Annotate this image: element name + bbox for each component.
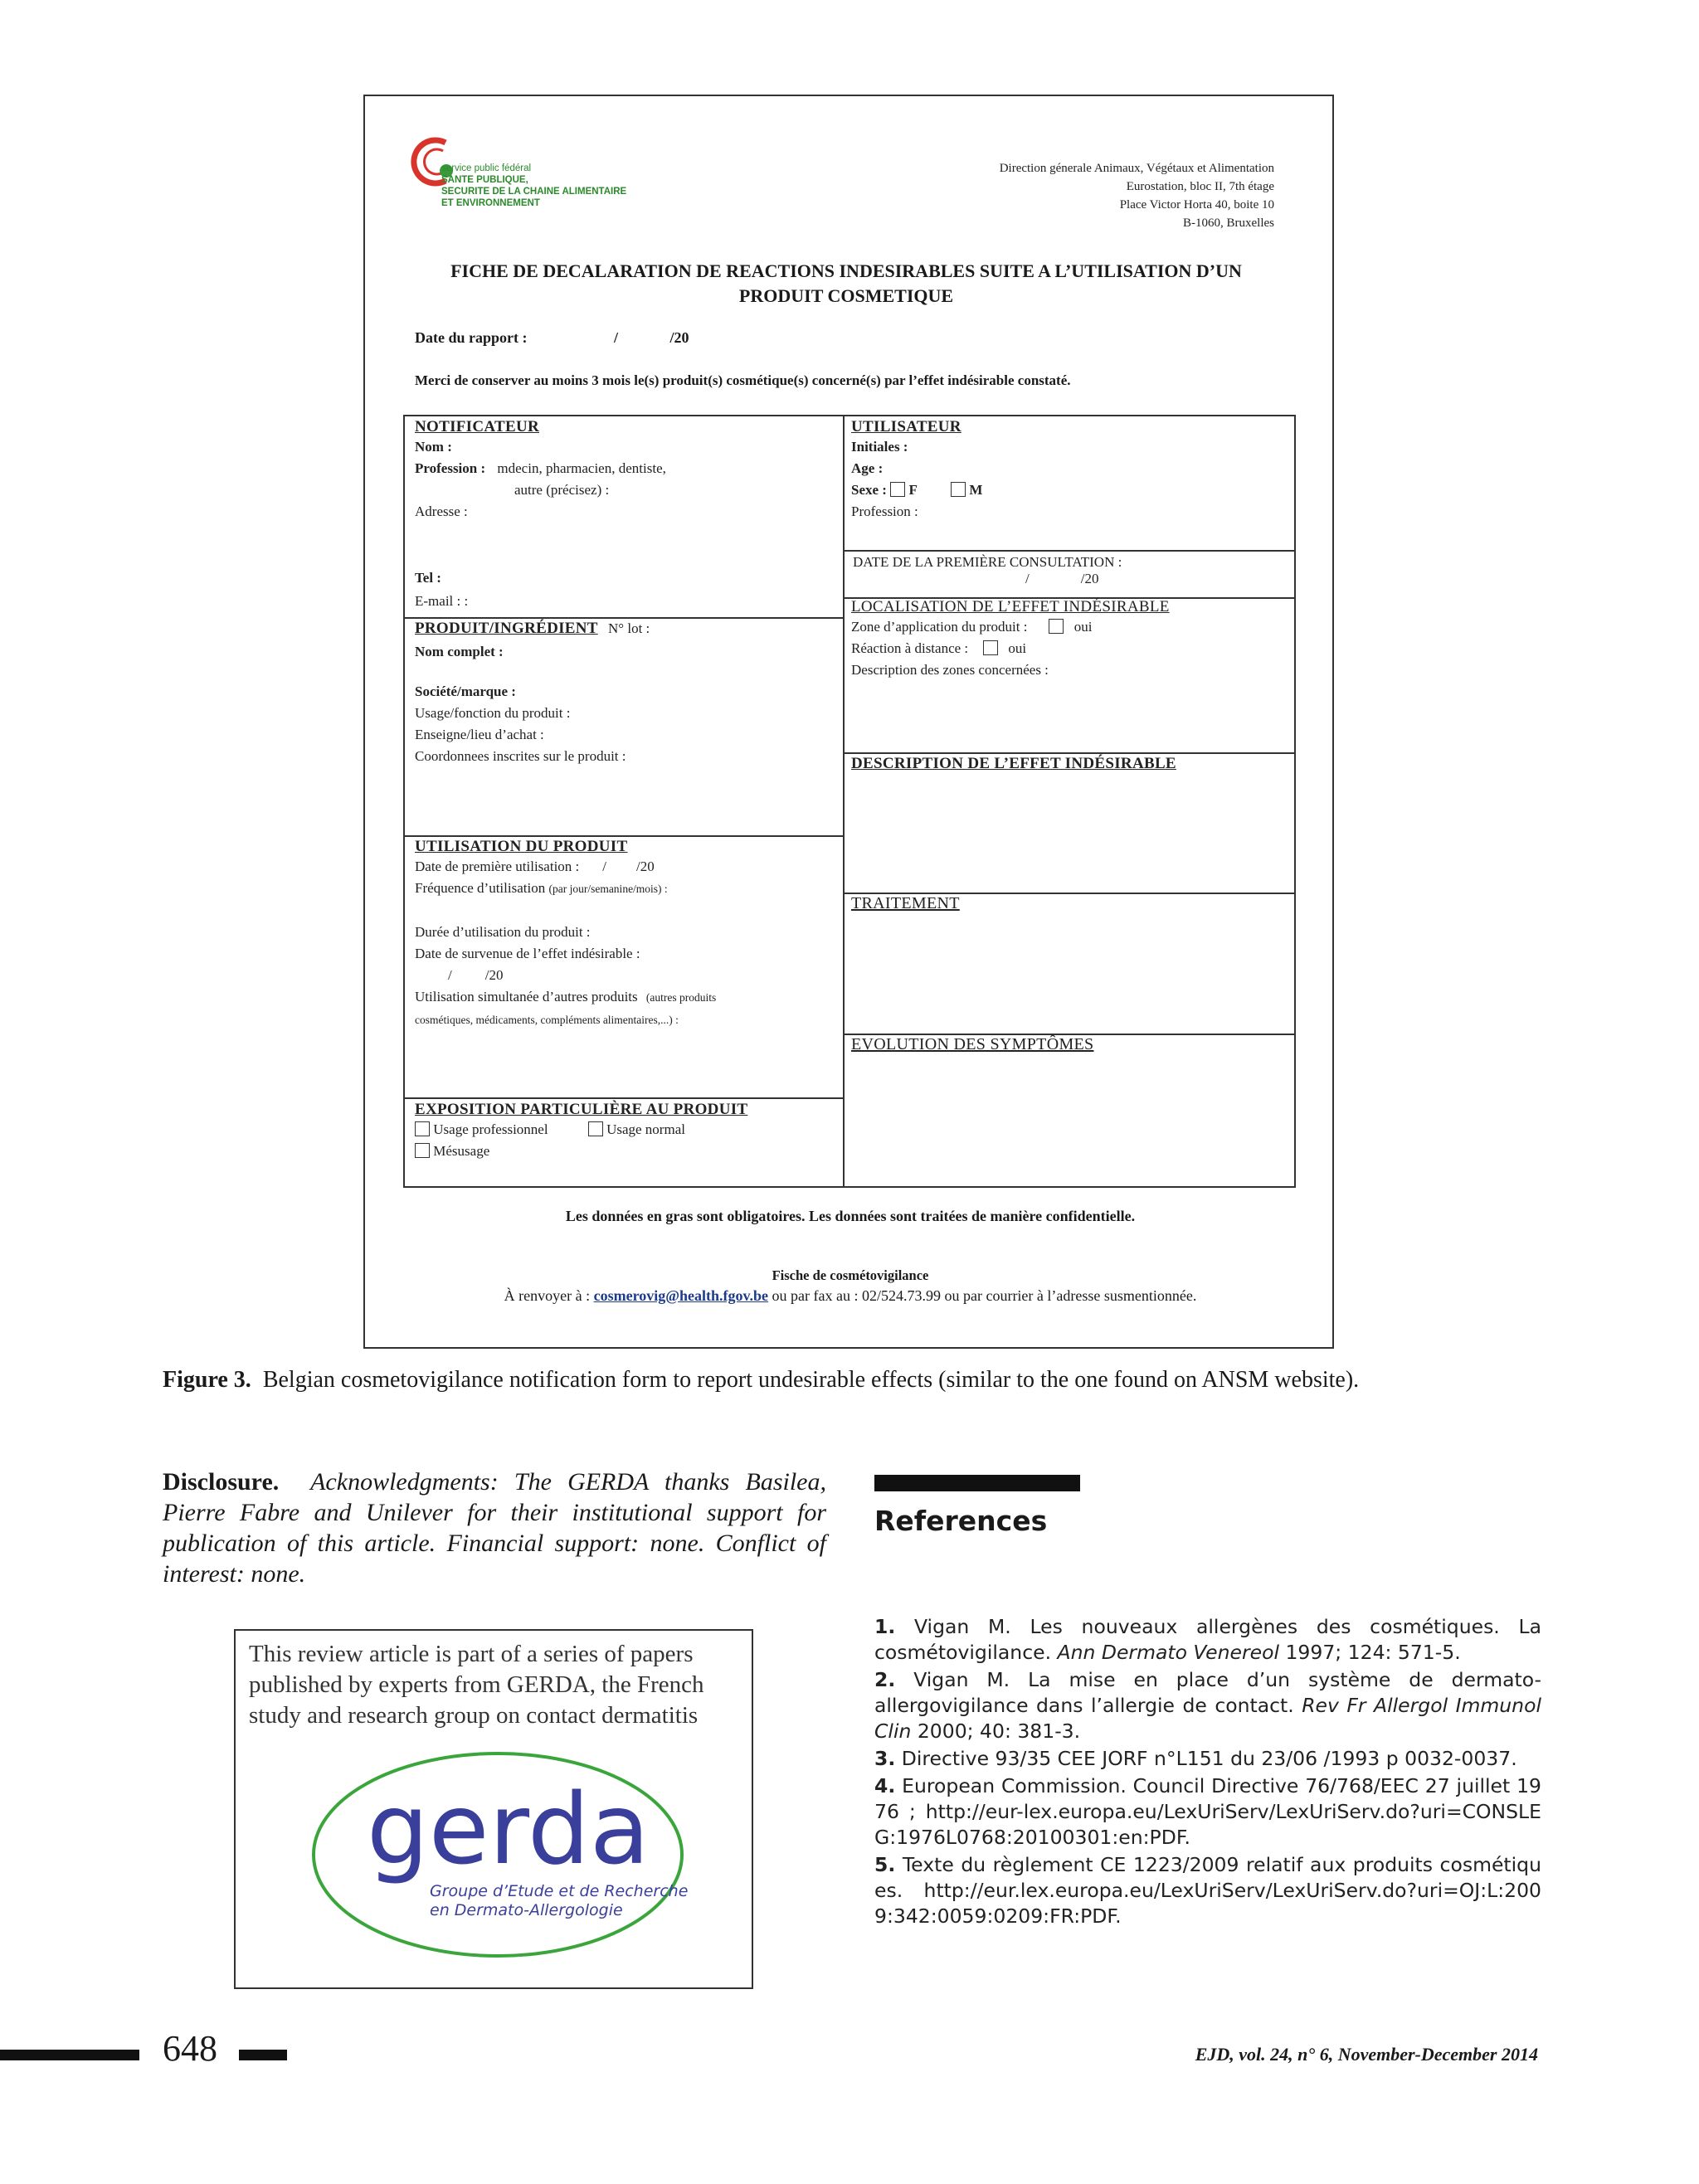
usage-pro-checkbox[interactable]: [415, 1121, 430, 1136]
reaction-oui-checkbox[interactable]: [983, 640, 998, 655]
utilisation-section: UTILISATION DU PRODUIT Date de première utilisation : / /20 Fréquence d’utilisation (par jour/semanine/mois) : Durée d’utilisation du produit : Date de survenue de l’effet indésirable : / /20 Utilisation simultanée d’autres produits (autres produits cosmétiques, médicaments, compléments alimentaires,...) :: [415, 838, 717, 1026]
page-number: 648: [163, 2028, 217, 2069]
mandatory-note: Les données en gras sont obligatoires. Les données sont traitées de manière confidentielle.: [565, 1208, 1136, 1224]
email-link[interactable]: cosmerovig@health.fgov.be: [593, 1287, 769, 1304]
reference-item: 4. European Commission. Council Directive 76/768/EEC 27 juillet 1976 ; http://eur-lex.europa.eu/LexUriServ/LexUriServ.do?uri=CONSLEG:1976L0768:20100301:en:PDF.: [874, 1774, 1541, 1849]
footer-bar-left: [0, 2050, 139, 2060]
usage-normal-checkbox[interactable]: [588, 1121, 603, 1136]
reference-item: 1. Vigan M. Les nouveaux allergènes des cosmétiques. La cosmétovigilance. Ann Dermato Venereol 1997; 124: 571-5.: [874, 1615, 1541, 1664]
localisation-section: LOCALISATION DE L’EFFET INDÉSIRABLE Zone d’application du produit : oui Réaction à distance : oui Description des zones concernées :: [851, 598, 1170, 678]
sexe-f-checkbox[interactable]: [890, 482, 905, 497]
gerda-logo-sub2: en Dermato-Allergologie: [430, 1901, 623, 1919]
notificateur-section: NOTIFICATEUR Nom : Profession : mdecin, pharmacien, dentiste, autre (précisez) : Adresse :: [415, 416, 830, 523]
evolution-section: EVOLUTION DES SYMPTÔMES: [851, 1035, 1094, 1053]
table-divider: [843, 415, 845, 1188]
date-rapport: Date du rapport : / /20: [415, 329, 689, 346]
disclosure: Disclosure. Acknowledgments: The GERDA thanks Basilea, Pierre Fabre and Unilever for their institutional support for publication of this article. Financial support: none. Conflict of interest: none.: [163, 1468, 826, 1588]
exposition-section: EXPOSITION PARTICULIÈRE AU PRODUIT Usage professionnel Usage normal Mésusage: [415, 1101, 748, 1159]
journal-citation: EJD, vol. 24, n° 6, November-December 2014: [1195, 2044, 1538, 2065]
gerda-logo-sub1: Groupe d’Etude et de Recherche: [430, 1882, 689, 1900]
traitement-section: TRAITEMENT: [851, 894, 960, 912]
sexe-m-checkbox[interactable]: [951, 482, 966, 497]
form-title: FICHE DE DECALARATION DE REACTIONS INDESIRABLES SUITE A L’UTILISATION D’UN PRODUIT COSMETIQUE: [450, 260, 1242, 306]
fische-title: Fische de cosmétovigilance: [772, 1267, 929, 1283]
footer-bar-right: [239, 2050, 287, 2060]
reference-item: 3. Directive 93/35 CEE JORF n°L151 du 23/06 /1993 p 0032-0037.: [874, 1747, 1517, 1770]
produit-section: PRODUIT/INGRÉDIENT N° lot : Nom complet : Société/marque : Usage/fonction du produit : Enseigne/lieu d’achat : Coordonnees inscrites sur le produit :: [415, 620, 650, 764]
references-title: References: [874, 1505, 1048, 1537]
references-list: [874, 1614, 1541, 1931]
figure-caption: Figure 3. Belgian cosmetovigilance notification form to report undesirable effects (similar to the one found on ANSM website).: [163, 1367, 1360, 1393]
utilisateur-section: UTILISATEUR Initiales : Age : Sexe : F M Profession :: [851, 416, 1283, 523]
direction-address: Direction génerale Animaux, Végétaux et Alimentation Eurostation, bloc II, 7th étage Place Victor Horta 40, boite 10 B-1060, Bruxelles: [999, 162, 1274, 230]
gerda-logo-word: gerda: [367, 1772, 650, 1886]
mesusage-checkbox[interactable]: [415, 1143, 430, 1158]
merci-note: Merci de conserver au moins 3 mois le(s) produit(s) cosmétique(s) concerné(s) par l’effet indésirable constaté.: [415, 372, 1071, 388]
notificateur-heading: NOTIFICATEUR: [415, 418, 539, 435]
form-table: [403, 415, 1296, 1188]
gerda-box-text: This review article is part of a series of papers published by experts from GERDA, the French study and research group on contact dermatitis: [249, 1641, 704, 1729]
description-effet-section: DESCRIPTION DE L’EFFET INDÉSIRABLE: [851, 755, 1176, 772]
spf-logo-text: service public fédéral SANTE PUBLIQUE, SECURITE DE LA CHAINE ALIMENTAIRE ET ENVIRONNEMENT: [441, 163, 627, 208]
return-instructions: À renvoyer à : cosmerovig@health.fgov.be ou par fax au : 02/524.73.99 ou par courrier à l’adresse susmentionnée.: [504, 1287, 1197, 1304]
consultation-section: DATE DE LA PREMIÈRE CONSULTATION : / /20: [853, 554, 1122, 586]
utilisateur-heading: UTILISATEUR: [851, 418, 961, 435]
references-bar: [874, 1475, 1080, 1491]
gerda-logo-icon: [307, 1739, 689, 1971]
zone-oui-checkbox[interactable]: [1049, 619, 1064, 634]
reference-item: 5. Texte du règlement CE 1223/2009 relatif aux produits cosmétiques. http://eur.lex.europa.eu/LexUriServ/LexUriServ.do?uri=OJ:L:2009:342:0059:0209:FR:PDF.: [874, 1853, 1541, 1928]
reference-item: 2. Vigan M. La mise en place d’un système de dermato-allergovigilance dans l’allergie de contact. Rev Fr Allergol Immunol Clin 2000; 40: 381-3.: [874, 1668, 1541, 1743]
